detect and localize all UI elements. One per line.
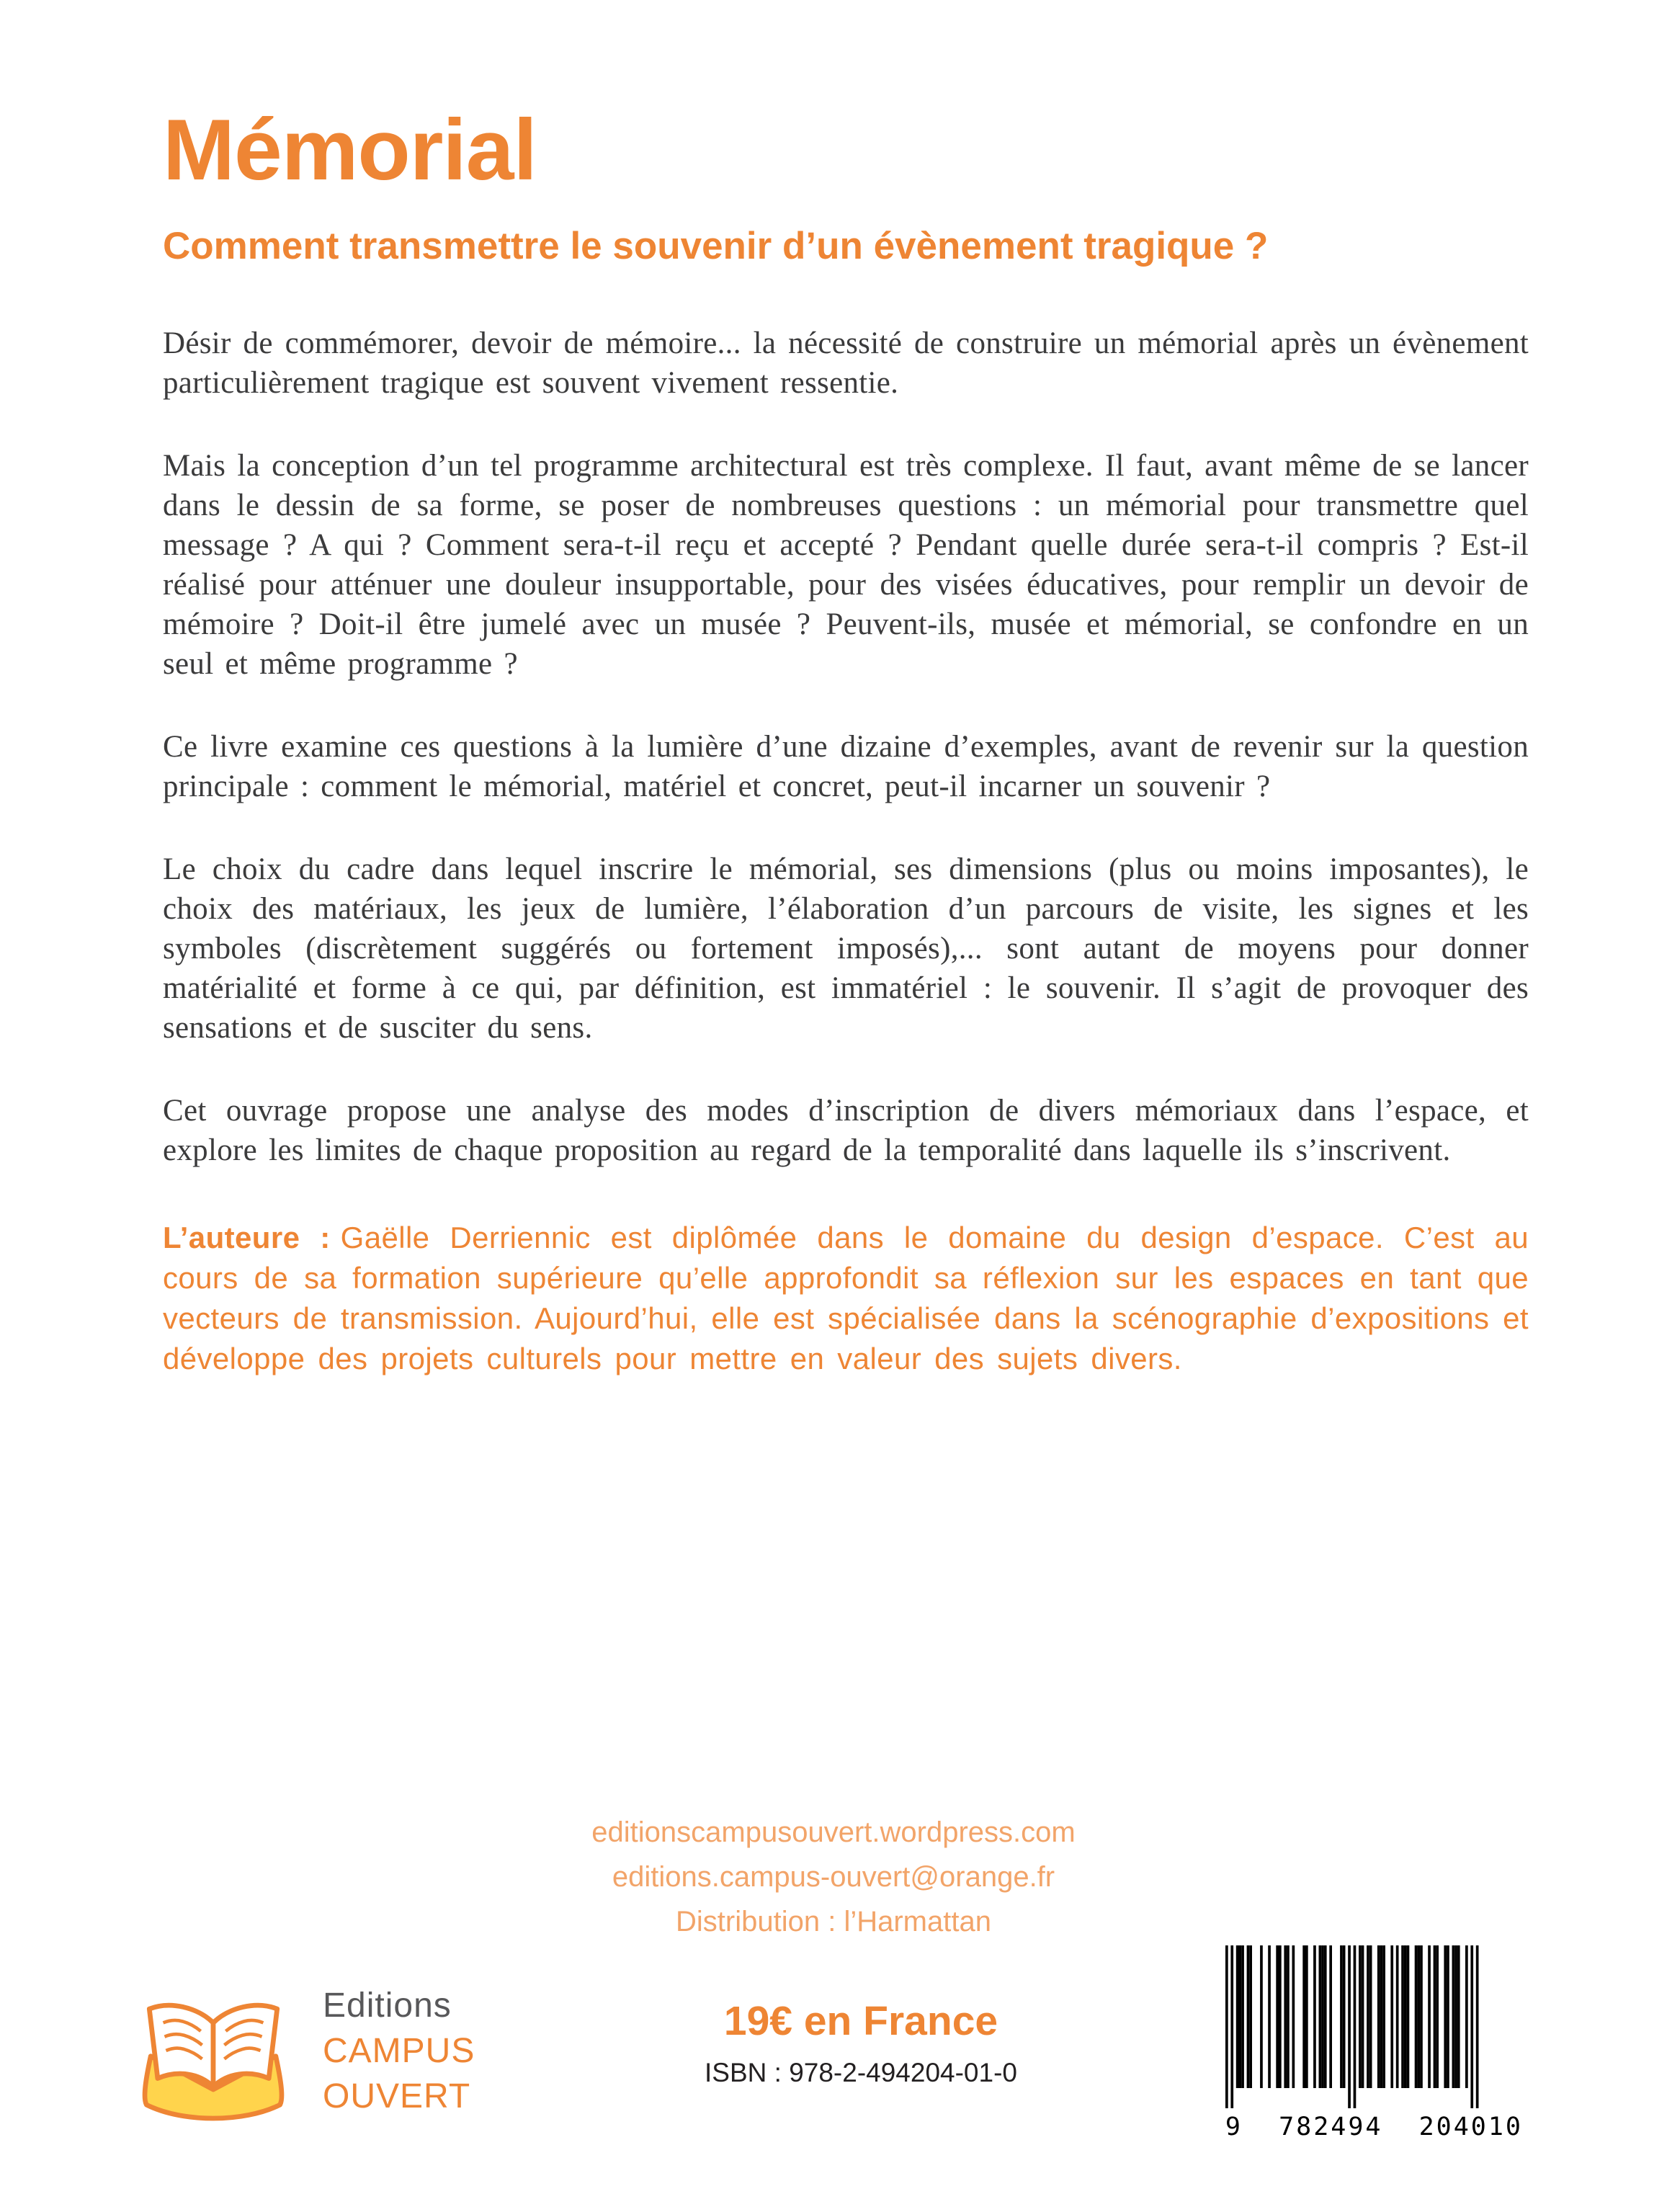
barcode-bars xyxy=(1225,1945,1523,2108)
author-label: L’auteure : xyxy=(163,1220,331,1254)
price-block xyxy=(674,1997,1048,2088)
publisher-name-line2: CAMPUS xyxy=(323,2031,475,2070)
main-text-column xyxy=(163,0,1529,1379)
paragraph-1: Désir de commémorer, devoir de mémoire... la nécessité de construire un mémorial après un évènement particulièrement tragique est souvent vivement ressentie. xyxy=(163,326,1529,400)
isbn: ISBN : 978-2-494204-01-0 xyxy=(705,2058,1017,2087)
author-paragraph xyxy=(163,1218,1529,1379)
paragraph-2: Mais la conception d’un tel programme architectural est très complexe. Il faut, avant même de se lancer dans le dessin de sa forme, se poser de nombreuses questions : un mémorial pour transmettre quel message ? A qui ? Comment sera-t-il reçu et accepté ? Pendant quelle durée sera-t-il compris ? Est-il réalisé pour atténuer une douleur insupportable, pour des visées éducatives, pour remplir un devoir de mémoire ? Doit-il être jumelé avec un musée ? Peuvent-ils, musée et mémorial, se confondre en un seul et même programme ? xyxy=(163,448,1529,681)
book-title: Mémorial xyxy=(163,102,537,198)
price: 19€ en France xyxy=(723,1998,998,2044)
publisher-name xyxy=(323,1983,475,2119)
publisher-logo-block xyxy=(130,1973,475,2128)
publisher-email: editions.campus-ouvert@orange.fr xyxy=(612,1861,1055,1893)
paragraph-4: Le choix du cadre dans lequel inscrire le mémorial, ses dimensions (plus ou moins imposantes), le choix des matériaux, les jeux de lumière, l’élaboration d’un parcours de visite, les signes et les symboles (discrètement suggérés ou fortement imposés),... sont autant de moyens pour donner matérialité et forme à ce qui, par définition, est immatériel : le souvenir. Il s’agit de provoquer des sensations et de susciter du sens. xyxy=(163,852,1529,1045)
distribution-line: Distribution : l’Harmattan xyxy=(676,1906,991,1937)
barcode-number: 9 782494 204010 xyxy=(1225,2113,1523,2141)
publisher-name-line3: OUVERT xyxy=(323,2077,471,2115)
publisher-website: editionscampusouvert.wordpress.com xyxy=(591,1816,1076,1848)
author-bio-text: Gaëlle Derriennic est diplômée dans le domaine du design d’espace. C’est au cours de sa formation supérieure qu’elle approfondit sa réflexion sur les espaces en tant que vecteurs de transmission. Aujourd’hui, elle est spécialisée dans la scénographie d’expositions et développe des projets culturels pour mettre en valeur des sujets divers. xyxy=(163,1220,1529,1375)
contact-block xyxy=(0,1810,1667,1944)
paragraph-5: Cet ouvrage propose une analyse des modes d’inscription de divers mémoriaux dans l’espace, et explore les limites de chaque proposition au regard de la temporalité dans laquelle ils s’inscrivent. xyxy=(163,1093,1529,1167)
book-subtitle: Comment transmettre le souvenir d’un évènement tragique ? xyxy=(163,225,1269,267)
publisher-name-line1: Editions xyxy=(323,1986,452,2025)
open-book-logo-icon xyxy=(130,1973,297,2128)
barcode xyxy=(1225,1945,1523,2141)
paragraph-3: Ce livre examine ces questions à la lumière d’une dizaine d’exemples, avant de revenir sur la question principale : comment le mémorial, matériel et concret, peut-il incarner un souvenir ? xyxy=(163,729,1529,803)
